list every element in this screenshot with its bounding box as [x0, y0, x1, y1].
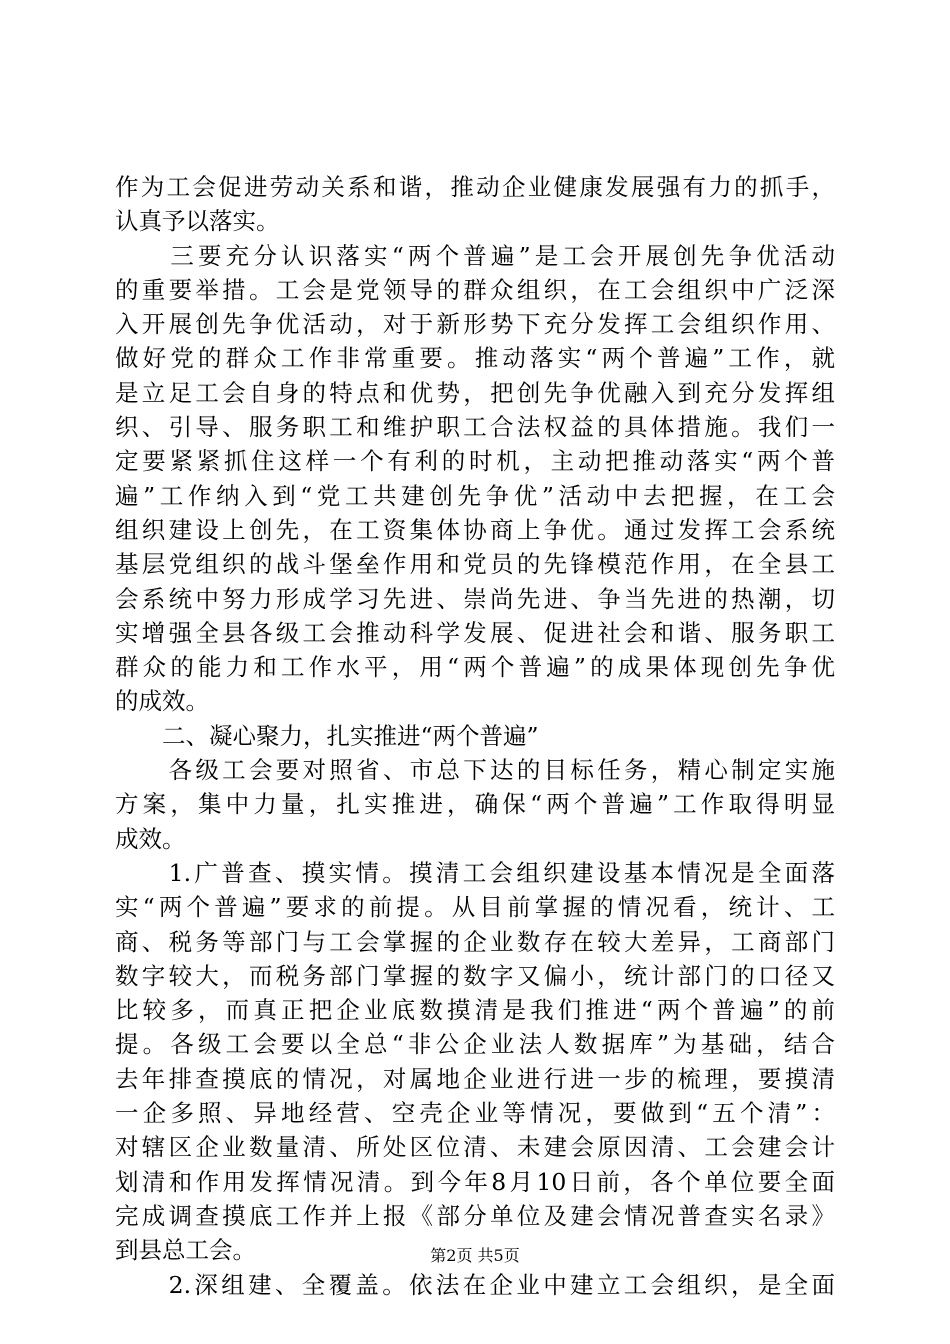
text-line: 到县总工会。	[115, 1236, 256, 1265]
text-line: 方案，集中力量，扎实推进，确保“两个普遍”工作取得明显	[115, 790, 835, 819]
text-line: 实“两个普遍”要求的前提。从目前掌握的情况看，统计、工	[115, 893, 835, 922]
text-line: 遍”工作纳入到“党工共建创先争优”活动中去把握，在工会	[115, 481, 835, 510]
text-line: 完成调查摸底工作并上报《部分单位及建会情况普查实名录》	[115, 1201, 835, 1230]
text-line: 认真予以落实。	[115, 207, 280, 236]
text-line: 作为工会促进劳动关系和谐，推动企业健康发展强有力的抓手，	[115, 173, 835, 201]
text-line: 组织建设上创先，在工资集体协商上争优。通过发挥工会系统	[115, 515, 835, 544]
text-line: 一企多照、异地经营、空壳企业等情况，要做到“五个清”：	[115, 1099, 835, 1128]
text-line: 是立足工会自身的特点和优势，把创先争优融入到充分发挥组	[115, 378, 835, 407]
text-line: 对辖区企业数量清、所处区位清、未建会原因清、工会建会计	[115, 1133, 835, 1162]
text-line: 群众的能力和工作水平，用“两个普遍”的成果体现创先争优	[115, 653, 835, 682]
text-line: 三要充分认识落实“两个普遍”是工会开展创先争优活动	[115, 241, 835, 270]
page-footer: 第2页 共5页	[430, 1246, 520, 1265]
text-line: 织、引导、服务职工和维护职工合法权益的具体措施。我们一	[115, 413, 835, 442]
text-line: 商、税务等部门与工会掌握的企业数存在较大差异，工商部门	[115, 927, 835, 956]
text-line: 1.广普查、摸实情。摸清工会组织建设基本情况是全面落	[115, 858, 835, 887]
text-line: 各级工会要对照省、市总下达的目标任务，精心制定实施	[115, 756, 835, 785]
text-line: 基层党组织的战斗堡垒作用和党员的先锋模范作用，在全县工	[115, 550, 835, 579]
text-line: 实增强全县各级工会推动科学发展、促进社会和谐、服务职工	[115, 618, 835, 647]
text-line: 定要紧紧抓住这样一个有利的时机，主动把推动落实“两个普	[115, 447, 835, 476]
text-line: 的重要举措。工会是党领导的群众组织，在工会组织中广泛深	[115, 275, 835, 304]
text-line: 去年排查摸底的情况，对属地企业进行进一步的梳理，要摸清	[115, 1064, 835, 1093]
text-line: 做好党的群众工作非常重要。推动落实“两个普遍”工作，就	[115, 344, 835, 373]
text-line: 比较多，而真正把企业底数摸清是我们推进“两个普遍”的前	[115, 996, 835, 1025]
text-line: 提。各级工会要以全总“非公企业法人数据库”为基础，结合	[115, 1030, 835, 1059]
text-line: 2.深组建、全覆盖。依法在企业中建立工会组织，是全面	[115, 1270, 835, 1299]
document-body	[115, 170, 835, 1302]
text-line: 入开展创先争优活动，对于新形势下充分发挥工会组织作用、	[115, 310, 835, 339]
text-line: 的成效。	[115, 687, 209, 716]
text-line: 二、凝心聚力，扎实推进“两个普遍”	[115, 721, 539, 750]
text-line: 成效。	[115, 824, 186, 853]
text-line: 划清和作用发挥情况清。到今年8月10日前，各个单位要全面	[115, 1167, 835, 1196]
text-line: 数字较大，而税务部门掌握的数字又偏小，统计部门的口径又	[115, 961, 835, 990]
text-line: 会系统中努力形成学习先进、崇尚先进、争当先进的热潮，切	[115, 584, 835, 613]
